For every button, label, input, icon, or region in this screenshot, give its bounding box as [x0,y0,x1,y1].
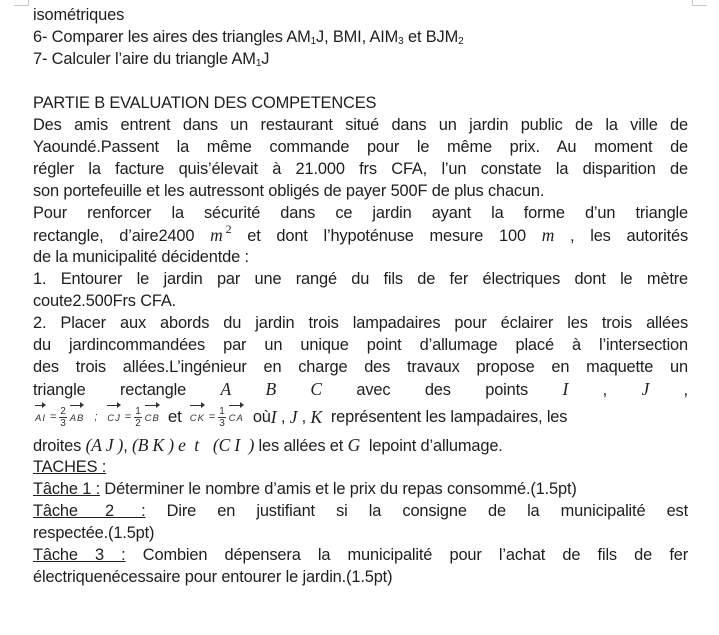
text: rectangle, d’aire2400 [33,227,211,245]
task-3-text: Combien dépensera la municipalité pour l’achat de fils de fer [125,546,688,564]
text: , [276,408,290,426]
triangle-line [33,378,688,400]
q7-text: J [261,50,270,68]
crop-mark-top-right [692,0,707,6]
point-i: I [562,379,569,399]
vector-cb: CB [145,405,160,430]
paragraph-line-area [33,224,688,246]
crop-mark-top-left [14,0,29,6]
spacer [33,70,688,92]
text: où [252,408,271,426]
paragraph-line: régler la facture quis’élevait à 21.000 frs CFA, l’un constate la disparition de [33,160,688,178]
fraction-1-3 [218,406,225,429]
q7-text: 7- Calculer l’aire du triangle AM [33,50,256,68]
point-j: J [641,379,650,399]
math-m: m [210,225,223,245]
text: des [424,381,451,399]
droites-line [33,434,688,456]
paragraph-line: Yaoundé.Passent la même commande pour le même prix. Au moment de [33,138,688,156]
text: et dont l’hypoténuse mesure 100 [231,227,542,245]
text: droites [33,437,86,455]
document-page [33,4,688,588]
text: , les autorités [554,227,689,245]
task-2 [33,500,688,522]
q6-text: et BJM [403,28,459,46]
equals: = [49,411,57,423]
subscript: 1 [310,36,317,47]
line-ci: (C I ) [212,435,255,455]
text: lepoint d’allumage. [360,437,503,455]
denominator: 3 [219,417,225,429]
denominator: 3 [60,417,66,429]
point-j: J [289,407,298,427]
text: triangle [33,381,86,399]
task-3 [33,544,688,566]
q6-text: J, BMI, AIM [316,28,399,46]
text: , [602,381,608,399]
fraction-2-3 [59,406,66,429]
text: et [167,407,182,426]
text: , [297,408,311,426]
vector-ab: AB [70,405,85,430]
line-aj: (A J ) [85,435,124,455]
task-3-cont: électriquenécessaire pour entourer le jardin.(1.5pt) [33,568,393,586]
subscript: 1 [255,58,262,69]
vector-cj: CJ [107,405,121,430]
question-7 [33,48,688,70]
item-2-cont: du jardincommandées par un unique point d’allumage placé à l’intersection [33,336,688,354]
item-1-cont: coute2.500Frs CFA. [33,292,177,310]
task-1 [33,478,688,500]
item-1: 1. Entourer le jardin par une rangé du fils de fer électriques dont le mètre [33,270,688,288]
paragraph-line: Pour renforcer la sécurité dans ce jardin ayant la forme d’un triangle [33,204,688,222]
text: , [123,437,133,455]
text: représentent les lampadaires, les [322,408,568,426]
text: rectangle [119,381,187,399]
fraction-1-2 [134,406,141,429]
equals: = [208,411,216,423]
item-2-cont: des trois allées.L’ingénieur en charge des travaux propose en maquette un [33,358,688,376]
subscript: 3 [398,36,404,47]
text: avec [356,381,391,399]
line-bk: (B K ) e t [132,435,199,455]
equals: = [124,411,132,423]
vector-ai: AI [35,405,46,430]
math-m: m [541,225,555,245]
point-i: I [270,407,277,427]
text: points [485,381,529,399]
task-2-label: Tâche 2 : [33,502,146,520]
numerator: 1 [219,405,225,417]
taches-heading: TACHES : [33,458,107,476]
paragraph-line: son portefeuille et les autressont obligés de payer 500F de plus chacun. [33,182,545,200]
numerator: 2 [60,405,66,417]
point-a: A [220,379,232,399]
point-b: B [265,379,276,399]
task-2-cont: respectée.(1.5pt) [33,524,155,542]
vector-ck: CK [190,405,205,430]
task-1-text: Déterminer le nombre d’amis et le prix du repas consommé.(1.5pt) [99,480,577,498]
q6-text: 6- Comparer les aires des triangles AM [33,28,311,46]
task-3-label: Tâche 3 : [33,546,126,564]
text: , [683,381,688,399]
superscript: 2 [225,222,232,236]
point-k: K [310,407,323,427]
vector-relations [33,400,688,434]
paragraph-line: de la municipalité décidentde : [33,248,249,266]
point-c: C [310,379,322,399]
question-6 [33,26,688,48]
vector-ca: CA [229,405,244,430]
point-g: G [347,435,361,455]
section-heading-partie-b: PARTIE B EVALUATION DES COMPETENCES [33,94,377,112]
denominator: 2 [135,417,141,429]
task-2-text: Dire en justifiant si la consigne de la municipalité est [145,502,688,520]
paragraph-line: Des amis entrent dans un restaurant situé dans un jardin public de la ville de [33,116,688,134]
text: les allées et [254,437,348,455]
item-2: 2. Placer aux abords du jardin trois lampadaires pour éclairer les trois allées [33,314,688,332]
subscript: 2 [458,36,464,47]
task-1-label: Tâche 1 : [33,480,100,498]
numerator: 1 [135,405,141,417]
line-isometriques: isométriques [33,6,125,24]
separator: ; [94,411,98,423]
